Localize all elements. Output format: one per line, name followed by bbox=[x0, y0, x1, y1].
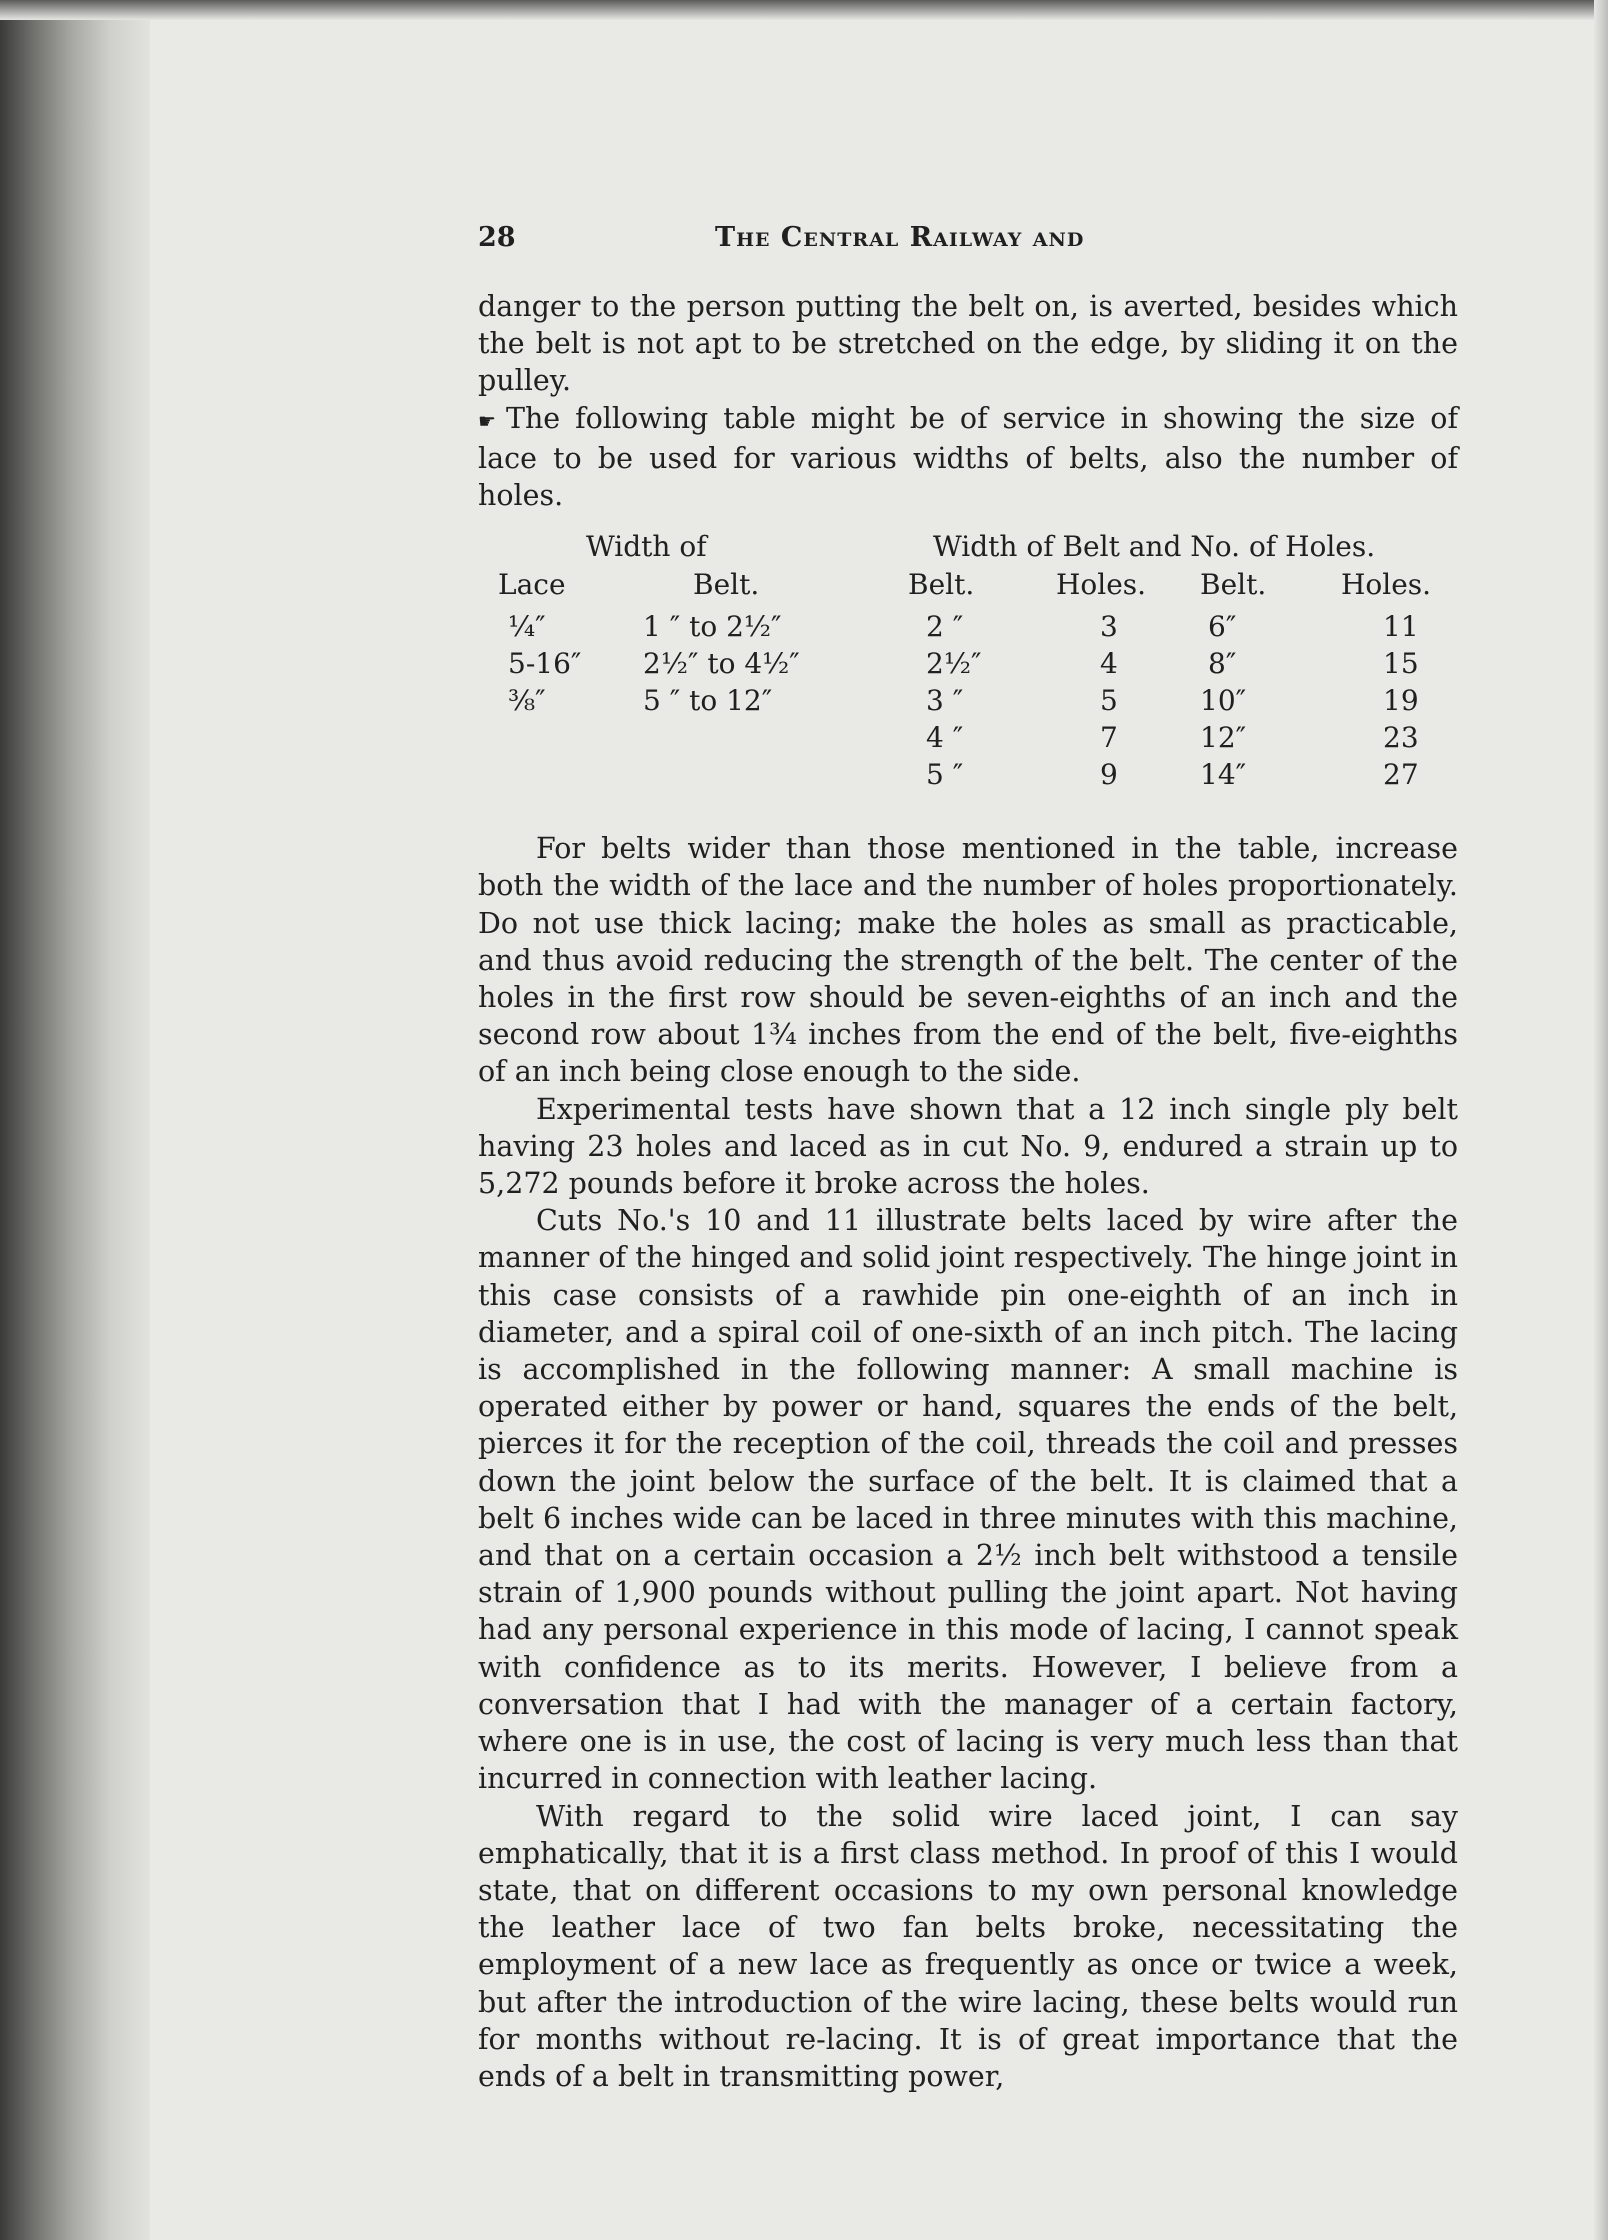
table-header-belt: Belt. bbox=[1200, 568, 1267, 602]
table-header-holes: Holes. bbox=[1341, 568, 1432, 602]
table-cell-belt: 5 ″ bbox=[926, 758, 964, 792]
top-edge-shadow bbox=[0, 0, 1608, 20]
paragraph: Cuts No.'s 10 and 11 illustrate belts laced by wire after the manner of the hinged and solid joint respectively. The hinge joint in this case consists of a rawhide pin one-eighth of an inch in diameter, and a spiral coil of one-sixth of an inch pitch. The lacing is accomplished in the following manner: A small machine is operated either by power or hand, squares the ends of the belt, pierces it for the reception of the coil, threads the coil and presses down the joint below the surface of the belt. It is claimed that a belt 6 inches wide can be laced in three minutes with this machine, and that on a certain occasion a 2½ inch belt withstood a tensile strain of 1,900 pounds without pulling the joint apart. Not having had any personal experience in this mode of lacing, I cannot speak with confidence as to its merits. However, I believe from a conversation that I had with the manager of a certain factory, where one is in use, the cost of lacing is very much less than that incurred in connection with leather lacing. bbox=[478, 1204, 1458, 1796]
table-cell-belt: 6″ bbox=[1208, 610, 1237, 644]
running-head: The Central Railway and bbox=[715, 222, 1085, 253]
page-number: 28 bbox=[478, 222, 516, 253]
paragraph: Experimental tests have shown that a 12 inch single ply belt having 23 holes and laced as in cut No. 9, endured a strain up to 5,272 pounds before it broke across the holes. bbox=[478, 1092, 1458, 1201]
table-cell-belt: 8″ bbox=[1208, 647, 1237, 681]
table-cell-holes: 23 bbox=[1383, 721, 1419, 755]
table-header-holes: Holes. bbox=[1056, 568, 1147, 602]
table-cell-belt: 3 ″ bbox=[926, 684, 964, 718]
table-cell-lace: ⅜″ bbox=[508, 684, 546, 718]
table-cell-belt: 14″ bbox=[1200, 758, 1247, 792]
paragraph-with-pointer bbox=[478, 400, 1458, 515]
table-group-header-holes: Width of Belt and No. of Holes. bbox=[933, 530, 1376, 564]
table-cell-belt: 2½″ bbox=[926, 647, 982, 681]
table-cell-holes: 27 bbox=[1383, 758, 1419, 792]
table-cell-belt: 4 ″ bbox=[926, 721, 964, 755]
table-cell-holes: 15 bbox=[1383, 647, 1419, 681]
table-cell-holes: 3 bbox=[1100, 610, 1118, 644]
table-header-belt: Belt. bbox=[693, 568, 760, 602]
table-cell-lace: ¼″ bbox=[508, 610, 546, 644]
table-cell-holes: 4 bbox=[1100, 647, 1118, 681]
table-cell-belt: 10″ bbox=[1200, 684, 1247, 718]
paragraph: danger to the person putting the belt on, is averted, besides which the belt is not apt to be stretched on the edge, by sliding it on the pulley. bbox=[478, 290, 1458, 398]
table-header-lace: Lace bbox=[498, 568, 566, 602]
paragraph: With regard to the solid wire laced joint, I can say emphatically, that it is a first class method. In proof of this I would state, that on different occasions to my own personal knowledge the leather lace of two fan belts broke, necessitating the employment of a new lace as frequently as once or twice a week, but after the introduction of the wire lacing, these belts would run for months without re-lacing. It is of great importance that the ends of a belt in transmitting power, bbox=[478, 1799, 1458, 2093]
table-cell-belt-range: 1 ″ to 2½″ bbox=[643, 610, 782, 644]
right-edge-shadow bbox=[1594, 0, 1608, 2240]
table-cell-belt-range: 2½″ to 4½″ bbox=[643, 647, 800, 681]
lace-size-table bbox=[478, 528, 1458, 818]
table-cell-holes: 5 bbox=[1100, 684, 1118, 718]
page-header bbox=[478, 218, 1458, 258]
table-cell-holes: 11 bbox=[1383, 610, 1419, 644]
table-cell-belt: 2 ″ bbox=[926, 610, 964, 644]
book-spine-shadow bbox=[0, 0, 150, 2240]
table-cell-holes: 19 bbox=[1383, 684, 1419, 718]
table-cell-holes: 9 bbox=[1100, 758, 1118, 792]
table-cell-belt: 12″ bbox=[1200, 721, 1247, 755]
body-text bbox=[478, 288, 1458, 2095]
table-cell-holes: 7 bbox=[1100, 721, 1118, 755]
table-cell-belt-range: 5 ″ to 12″ bbox=[643, 684, 773, 718]
table-cell-lace: 5-16″ bbox=[508, 647, 582, 681]
table-header-belt: Belt. bbox=[908, 568, 975, 602]
paragraph-text: The following table might be of service in showing the size of lace to be used for various widths of belts, also the number of holes. bbox=[478, 401, 1458, 513]
table-group-header-width-of: Width of bbox=[586, 530, 707, 564]
pointing-hand-icon: ☛ bbox=[478, 408, 496, 433]
paragraph: For belts wider than those mentioned in the table, increase both the width of the lace and the number of holes proportionately. Do not use thick lacing; make the holes as small as practicable, and thus avoid reducing the strength of the belt. The center of the holes in the first row should be seven-eighths of an inch and the second row about 1¾ inches from the end of the belt, five-eighths of an inch being close enough to the side. bbox=[478, 832, 1458, 1089]
